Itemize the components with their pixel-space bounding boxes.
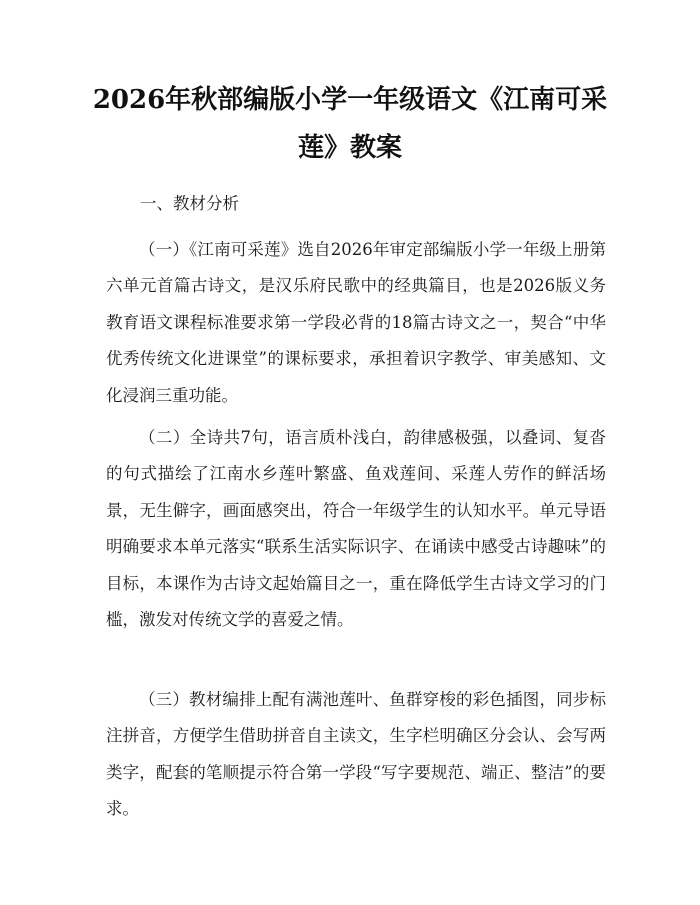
paragraph-2: （二）全诗共7句，语言质朴浅白，韵律感极强，以叠词、复沓的句式描绘了江南水乡莲叶繁盛、鱼戏莲间、采莲人劳作的鲜活场景，无生僻字，画面感突出，符合一年级学生的认知水平。单元导语明确要求本单元落实“联系生活实际识字、在诵读中感受古诗趣味”的目标，本课作为古诗文起始篇目之一，重在降低学生古诗文学习的门槛，激发对传统文学的喜爱之情。 <box>106 428 606 630</box>
document-title-line-1: 2026年秋部编版小学一年级语文《江南可采 <box>92 85 608 115</box>
paragraph-3: （三）教材编排上配有满池莲叶、鱼群穿梭的彩色插图，同步标注拼音，方便学生借助拼音自主读文，生字栏明确区分会认、会写两类字，配套的笔顺提示符合第一学段“写字要规范、端正、整洁”的要求。 <box>106 690 606 819</box>
paragraph-1: （一）《江南可采莲》选自2026年审定部编版小学一年级上册第六单元首篇古诗文，是汉乐府民歌中的经典篇目，也是2026版义务教育语文课程标准要求第一学段必背的18篇古诗文之一，契合“中华优秀传统文化进课堂”的课标要求，承担着识字教学、审美感知、文化浸润三重功能。 <box>106 240 606 405</box>
section-heading: 一、教材分析 <box>140 194 239 213</box>
document-title-line-2: 莲》教案 <box>297 133 402 163</box>
